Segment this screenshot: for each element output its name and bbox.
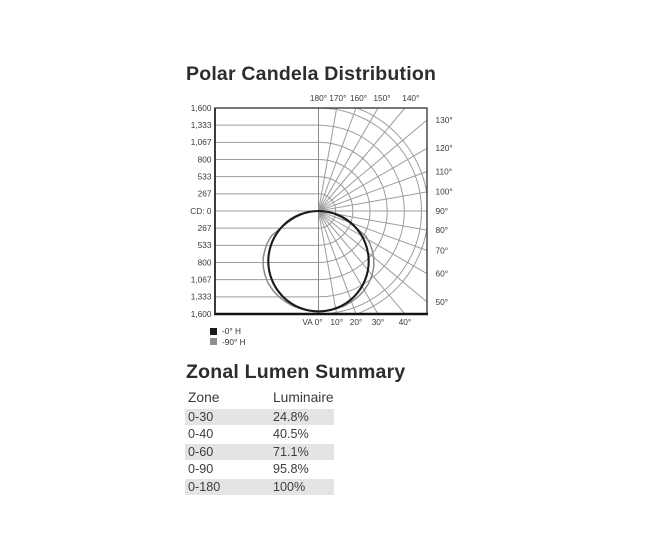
angle-label-bottom: 10° [330, 317, 343, 327]
luminaire-cell: 40.5% [273, 427, 309, 442]
angle-label-right: 120° [435, 143, 453, 154]
candela-tick-label: 800 [197, 154, 212, 165]
angle-label-top: 180° [309, 93, 328, 103]
luminaire-cell: 95.8% [273, 462, 309, 477]
candela-tick-label: CD: 0 [190, 205, 212, 216]
candela-gridlines [215, 125, 319, 297]
candela-tick-label: 1,333 [190, 119, 212, 130]
angle-label-right: 70° [435, 245, 449, 256]
angle-label-top: 170° [329, 93, 347, 103]
angle-label-top: 150° [373, 93, 391, 103]
angle-label-right: 50° [435, 296, 449, 307]
angle-label-bottom: VA 0° [302, 317, 323, 327]
table-body [185, 408, 334, 495]
candela-tick-label: 1,600 [190, 102, 212, 113]
table-row [185, 408, 334, 425]
angle-label-top: 140° [402, 93, 420, 103]
legend-item-0h [210, 326, 246, 337]
candela-tick-label: 267 [197, 222, 212, 233]
table-row [185, 425, 334, 442]
candela-tick-label: 1,333 [190, 291, 212, 302]
angle-label-top: 160° [349, 93, 368, 103]
polar-chart-title: Polar Candela Distribution [186, 63, 437, 85]
table-row [185, 460, 334, 477]
candela-tick-label: 1,067 [190, 274, 212, 285]
angle-label-right: 60° [435, 268, 449, 279]
luminaire-cell: 100% [273, 479, 306, 494]
table-header-row [185, 390, 334, 407]
zone-cell: 0-30 [188, 410, 214, 424]
angle-label-bottom: 20° [349, 317, 363, 327]
legend-item-90h [210, 337, 246, 348]
luminaire-cell: 71.1% [273, 444, 309, 459]
legend-label-90h: -90° H [222, 336, 246, 347]
candela-tick-label: 533 [197, 240, 212, 251]
legend-label-0h: -0° H [222, 326, 241, 337]
candela-tick-label: 1,067 [190, 137, 212, 148]
candela-tick-label: 1,600 [190, 308, 212, 319]
angle-fan-lines [319, 108, 428, 314]
candela-tick-label: 800 [197, 257, 212, 268]
angle-label-right: 90° [435, 205, 449, 216]
angle-label-right: 110° [435, 166, 453, 177]
zone-cell: 0-90 [188, 462, 214, 477]
zone-column-header: Zone [188, 390, 220, 405]
zone-cell: 0-60 [188, 444, 214, 459]
angle-label-right: 100° [435, 186, 453, 197]
zonal-summary-title: Zonal Lumen Summary [186, 361, 406, 383]
candela-tick-label: 267 [197, 188, 212, 199]
zone-cell: 0-40 [188, 427, 214, 442]
table-row [185, 478, 334, 495]
zonal-lumen-table [185, 390, 334, 495]
luminaire-cell: 24.8% [273, 410, 309, 424]
zone-cell: 0-180 [188, 479, 221, 494]
angle-label-bottom: 40° [398, 317, 412, 327]
angle-label-bottom: 30° [371, 317, 385, 327]
table-row [185, 443, 334, 460]
candela-tick-label: 533 [197, 171, 212, 182]
angle-label-right: 130° [435, 114, 453, 125]
chart-legend [210, 326, 246, 347]
legend-swatch-90h-icon [210, 338, 217, 345]
luminaire-column-header: Luminaire [273, 390, 334, 405]
legend-swatch-0h-icon [210, 328, 217, 335]
angle-label-right: 80° [435, 224, 449, 235]
